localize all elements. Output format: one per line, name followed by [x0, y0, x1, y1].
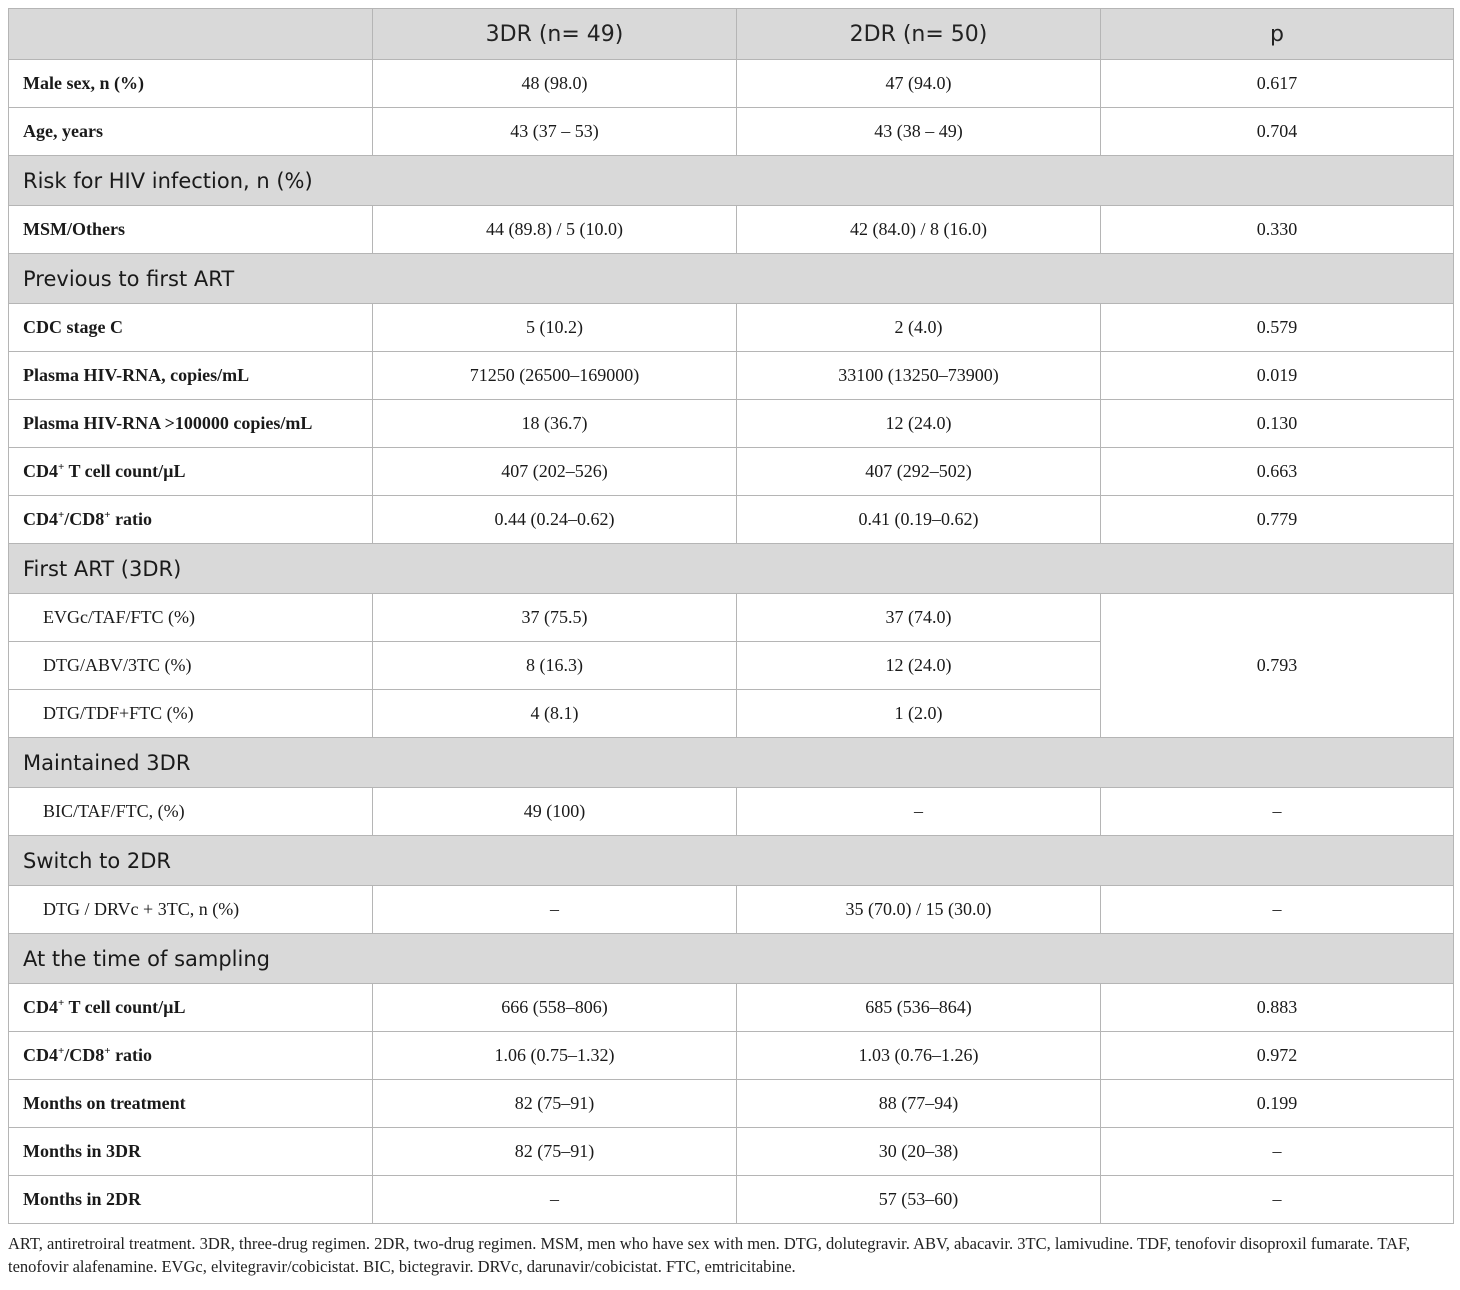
table-row	[9, 304, 1454, 352]
label-part: T cell count/µL	[64, 997, 186, 1017]
row-label: EVGc/TAF/FTC (%)	[9, 594, 373, 642]
table-row	[9, 1128, 1454, 1176]
row-label	[9, 984, 373, 1032]
row-label: Plasma HIV-RNA, copies/mL	[9, 352, 373, 400]
table-row	[9, 400, 1454, 448]
cell-p: –	[1101, 886, 1454, 934]
cell-3dr: 666 (558–806)	[373, 984, 737, 1032]
row-label: MSM/Others	[9, 206, 373, 254]
cell-3dr: 48 (98.0)	[373, 60, 737, 108]
section-title: Risk for HIV infection, n (%)	[9, 156, 1454, 206]
row-label: CDC stage C	[9, 304, 373, 352]
table-row	[9, 60, 1454, 108]
table-row	[9, 886, 1454, 934]
cell-3dr: 0.44 (0.24–0.62)	[373, 496, 737, 544]
header-p: p	[1101, 9, 1454, 60]
section-title: First ART (3DR)	[9, 544, 1454, 594]
cell-p: 0.330	[1101, 206, 1454, 254]
cell-2dr: 1.03 (0.76–1.26)	[737, 1032, 1101, 1080]
cell-p: 0.199	[1101, 1080, 1454, 1128]
section-row	[9, 254, 1454, 304]
row-label: Plasma HIV-RNA >100000 copies/mL	[9, 400, 373, 448]
cell-2dr: 407 (292–502)	[737, 448, 1101, 496]
cell-3dr: 71250 (26500–169000)	[373, 352, 737, 400]
cell-p: 0.972	[1101, 1032, 1454, 1080]
superscript: +	[58, 1045, 65, 1057]
cell-2dr: 685 (536–864)	[737, 984, 1101, 1032]
cell-p: 0.579	[1101, 304, 1454, 352]
section-title: At the time of sampling	[9, 934, 1454, 984]
row-label: DTG/TDF+FTC (%)	[9, 690, 373, 738]
table-row	[9, 1032, 1454, 1080]
cell-p: 0.019	[1101, 352, 1454, 400]
cell-2dr: 0.41 (0.19–0.62)	[737, 496, 1101, 544]
row-label: Months in 3DR	[9, 1128, 373, 1176]
cell-3dr: 82 (75–91)	[373, 1128, 737, 1176]
label-part: T cell count/µL	[64, 461, 186, 481]
cell-2dr: 35 (70.0) / 15 (30.0)	[737, 886, 1101, 934]
cell-3dr: 82 (75–91)	[373, 1080, 737, 1128]
cell-2dr: 43 (38 – 49)	[737, 108, 1101, 156]
superscript: +	[104, 509, 111, 521]
label-part: ratio	[110, 509, 153, 529]
cell-2dr: 47 (94.0)	[737, 60, 1101, 108]
cell-p-merged: 0.793	[1101, 594, 1454, 738]
cell-3dr: 407 (202–526)	[373, 448, 737, 496]
cell-p: –	[1101, 788, 1454, 836]
cell-3dr: –	[373, 1176, 737, 1224]
table-row	[9, 594, 1454, 642]
superscript: +	[104, 1045, 111, 1057]
characteristics-table	[8, 8, 1454, 1224]
row-label: Months on treatment	[9, 1080, 373, 1128]
section-title: Switch to 2DR	[9, 836, 1454, 886]
table-row	[9, 352, 1454, 400]
section-title: Previous to first ART	[9, 254, 1454, 304]
cell-2dr: 37 (74.0)	[737, 594, 1101, 642]
cell-2dr: 12 (24.0)	[737, 400, 1101, 448]
cell-2dr: 88 (77–94)	[737, 1080, 1101, 1128]
cell-2dr: 30 (20–38)	[737, 1128, 1101, 1176]
header-label	[9, 9, 373, 60]
header-2dr: 2DR (n= 50)	[737, 9, 1101, 60]
cell-3dr: 43 (37 – 53)	[373, 108, 737, 156]
cell-p: –	[1101, 1176, 1454, 1224]
label-part: CD4	[23, 997, 58, 1017]
cell-3dr: 5 (10.2)	[373, 304, 737, 352]
cell-2dr: 2 (4.0)	[737, 304, 1101, 352]
superscript: +	[58, 509, 65, 521]
cell-p: 0.779	[1101, 496, 1454, 544]
cell-2dr: –	[737, 788, 1101, 836]
section-row	[9, 544, 1454, 594]
cell-2dr: 12 (24.0)	[737, 642, 1101, 690]
cell-2dr: 57 (53–60)	[737, 1176, 1101, 1224]
label-part: CD4	[23, 461, 58, 481]
cell-p: –	[1101, 1128, 1454, 1176]
label-part: /CD8	[64, 1045, 105, 1065]
label-part: CD4	[23, 1045, 58, 1065]
table-row	[9, 206, 1454, 254]
section-title: Maintained 3DR	[9, 738, 1454, 788]
cell-3dr: 1.06 (0.75–1.32)	[373, 1032, 737, 1080]
table-container	[8, 8, 1453, 1224]
row-label: Age, years	[9, 108, 373, 156]
section-row	[9, 738, 1454, 788]
row-label: Months in 2DR	[9, 1176, 373, 1224]
cell-p: 0.663	[1101, 448, 1454, 496]
row-label	[9, 448, 373, 496]
cell-3dr: 49 (100)	[373, 788, 737, 836]
row-label: BIC/TAF/FTC, (%)	[9, 788, 373, 836]
cell-3dr: 4 (8.1)	[373, 690, 737, 738]
row-label	[9, 496, 373, 544]
superscript: +	[58, 997, 65, 1009]
cell-2dr: 42 (84.0) / 8 (16.0)	[737, 206, 1101, 254]
cell-3dr: 8 (16.3)	[373, 642, 737, 690]
row-label: Male sex, n (%)	[9, 60, 373, 108]
table-header-row	[9, 9, 1454, 60]
cell-2dr: 33100 (13250–73900)	[737, 352, 1101, 400]
cell-3dr: 44 (89.8) / 5 (10.0)	[373, 206, 737, 254]
table-row	[9, 984, 1454, 1032]
row-label: DTG/ABV/3TC (%)	[9, 642, 373, 690]
header-3dr: 3DR (n= 49)	[373, 9, 737, 60]
table-row	[9, 788, 1454, 836]
section-row	[9, 934, 1454, 984]
cell-3dr: 37 (75.5)	[373, 594, 737, 642]
cell-p: 0.883	[1101, 984, 1454, 1032]
cell-3dr: –	[373, 886, 737, 934]
cell-2dr: 1 (2.0)	[737, 690, 1101, 738]
row-label	[9, 1032, 373, 1080]
cell-p: 0.617	[1101, 60, 1454, 108]
section-row	[9, 156, 1454, 206]
cell-p: 0.130	[1101, 400, 1454, 448]
cell-p: 0.704	[1101, 108, 1454, 156]
superscript: +	[58, 461, 65, 473]
label-part: CD4	[23, 509, 58, 529]
label-part: /CD8	[64, 509, 105, 529]
table-row	[9, 1080, 1454, 1128]
table-row	[9, 448, 1454, 496]
cell-3dr: 18 (36.7)	[373, 400, 737, 448]
table-footnote: ART, antiretroiral treatment. 3DR, three-drug regimen. 2DR, two-drug regimen. MSM, men who have sex with men. DTG, dolutegravir. ABV, abacavir. 3TC, lamivudine. TDF, tenofovir disoproxil fumarate. TAF, tenofovir alafenamine. EVGc, elvitegravir/cobicistat. BIC, bictegravir. DRVc, darunavir/cobicistat. FTC, emtricitabine.	[8, 1234, 1411, 1276]
table-row	[9, 108, 1454, 156]
section-row	[9, 836, 1454, 886]
table-row	[9, 1176, 1454, 1224]
label-part: ratio	[110, 1045, 153, 1065]
row-label: DTG / DRVc + 3TC, n (%)	[9, 886, 373, 934]
table-row	[9, 496, 1454, 544]
